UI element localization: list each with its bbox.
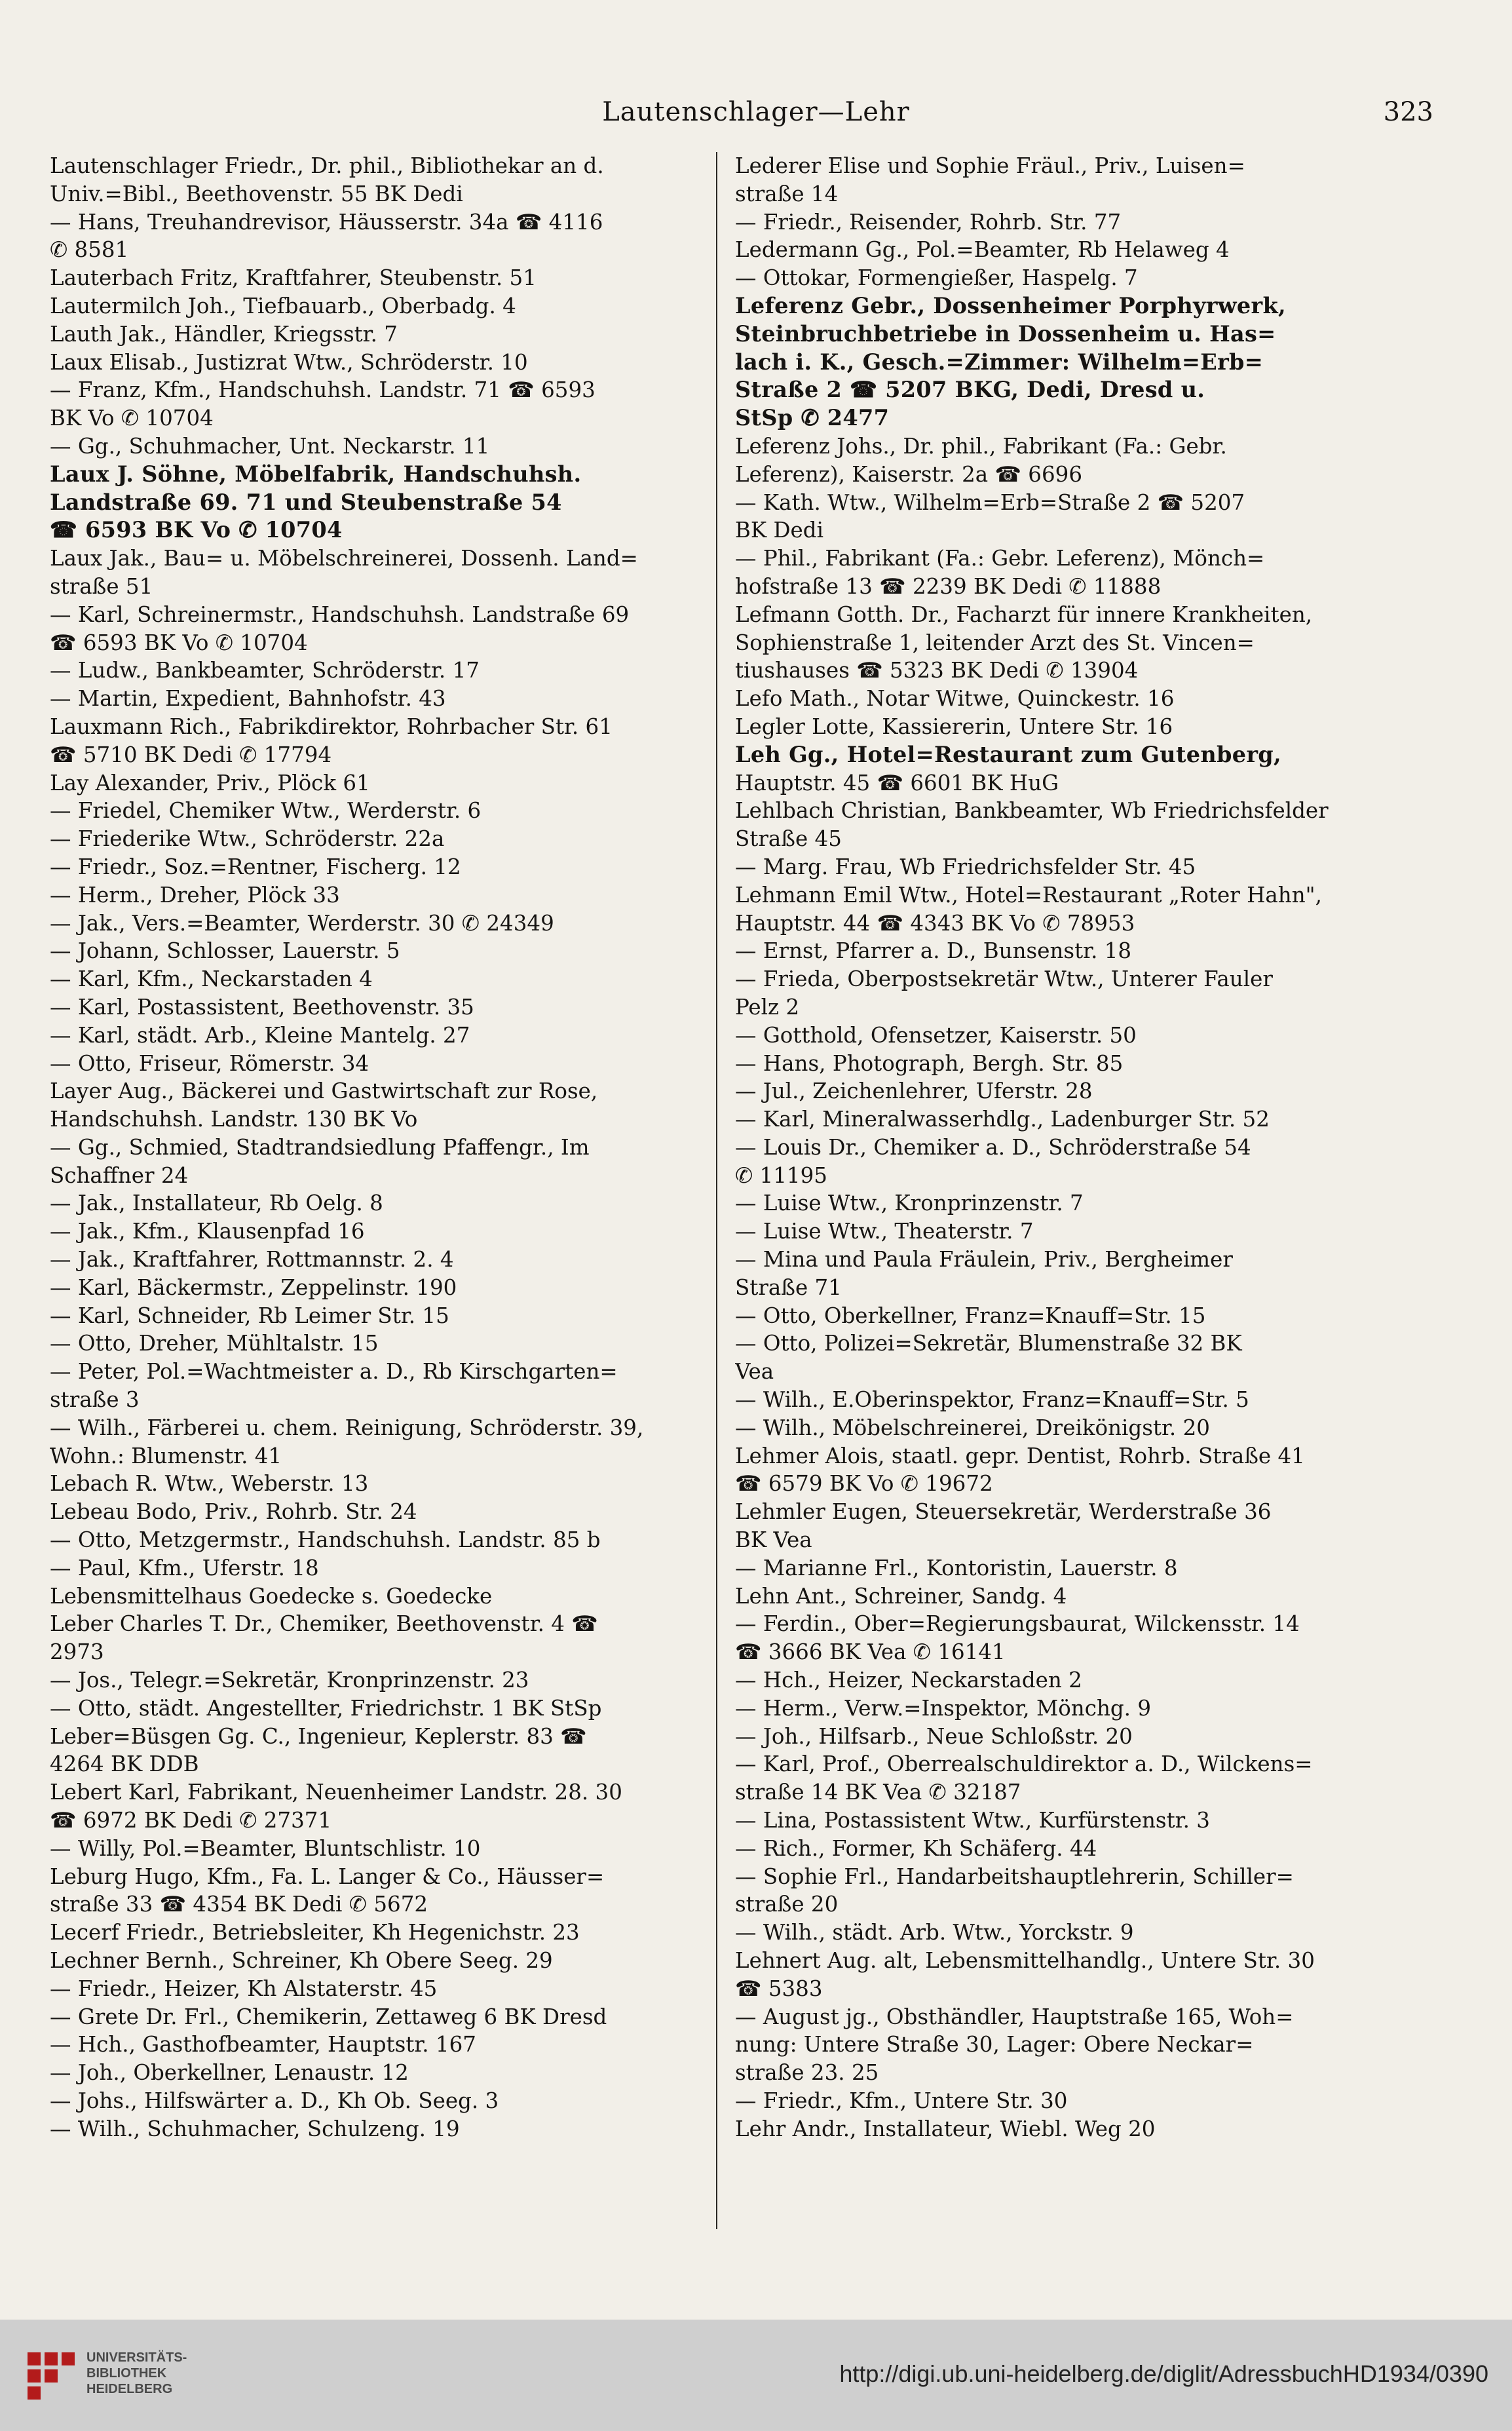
directory-entry-line: — Hch., Gasthofbeamter, Hauptstr. 167 [50,2032,476,2058]
directory-entry-line: — Friedr., Kfm., Untere Str. 30 [735,2088,1068,2113]
directory-entry-line: Lechner Bernh., Schreiner, Kh Obere Seeg. 29 [50,1948,553,1973]
directory-entry-line: — Gg., Schuhmacher, Unt. Neckarstr. 11 [50,433,490,459]
directory-entry-line: Laux J. Söhne, Möbelfabrik, Handschuhsh. [50,461,582,487]
directory-entry-line: — Friedr., Reisender, Rohrb. Str. 77 [735,209,1122,235]
right-column [735,152,1410,2143]
directory-entry-line: Vea [735,1359,774,1385]
directory-entry-line: — Wilh., E.Oberinspektor, Franz=Knauff=Str. 5 [735,1387,1249,1413]
directory-entry-line: — Franz, Kfm., Handschuhsh. Landstr. 71 ☎ 6593 [50,377,595,403]
directory-entry-line: — Joh., Oberkellner, Lenaustr. 12 [50,2060,409,2086]
directory-entry-line: ✆ 11195 [735,1162,827,1188]
directory-entry-line: — Friederike Wtw., Schröderstr. 22a [50,826,445,852]
directory-entry-line: Hauptstr. 44 ☎ 4343 BK Vo ✆ 78953 [735,910,1135,936]
directory-entry-line: Lauxmann Rich., Fabrikdirektor, Rohrbacher Str. 61 [50,714,613,739]
directory-entry-line: — Gotthold, Ofensetzer, Kaiserstr. 50 [735,1022,1137,1048]
directory-entry-line: Schaffner 24 [50,1162,189,1188]
directory-entry-line: Sophienstraße 1, leitender Arzt des St. Vincen= [735,630,1255,655]
directory-entry-line: Ledermann Gg., Pol.=Beamter, Rb Helaweg 4 [735,237,1230,263]
directory-entry-line: — Marianne Frl., Kontoristin, Lauerstr. 8 [735,1555,1178,1580]
directory-entry-line: Lehnert Aug. alt, Lebensmittelhandlg., Untere Str. 30 [735,1948,1315,1973]
directory-entry-line: — Karl, Postassistent, Beethovenstr. 35 [50,994,474,1020]
column-divider [716,152,717,2229]
directory-entry-line: Straße 45 [735,826,842,852]
directory-entry-line: Leburg Hugo, Kfm., Fa. L. Langer & Co., Häusser= [50,1864,605,1889]
directory-entry-line: — Hch., Heizer, Neckarstaden 2 [735,1668,1082,1693]
directory-entry-line: — Jak., Kraftfahrer, Rottmannstr. 2. 4 [50,1247,454,1273]
directory-entry-line: — Luise Wtw., Kronprinzenstr. 7 [735,1191,1084,1216]
directory-entry-line: Leh Gg., Hotel=Restaurant zum Gutenberg, [735,741,1281,767]
directory-entry-line: — Johann, Schlosser, Lauerstr. 5 [50,938,400,964]
directory-entry-line: Lebensmittelhaus Goedecke s. Goedecke [50,1583,493,1609]
directory-entry-line: Leferenz), Kaiserstr. 2a ☎ 6696 [735,461,1083,487]
directory-entry-line: — Grete Dr. Frl., Chemikerin, Zettaweg 6 BK Dresd [50,2004,607,2029]
directory-entry-line: Laux Elisab., Justizrat Wtw., Schröderstr. 10 [50,349,528,375]
directory-entry-line: Legler Lotte, Kassiererin, Untere Str. 16 [735,714,1173,739]
directory-entry-line: — Friedel, Chemiker Wtw., Werderstr. 6 [50,798,482,824]
directory-entry-line: — Otto, Friseur, Römerstr. 34 [50,1050,369,1076]
directory-entry-line: BK Vo ✆ 10704 [50,406,214,431]
directory-entry-line: Leber=Büsgen Gg. C., Ingenieur, Keplerstr. 83 ☎ [50,1723,587,1749]
directory-entry-line: straße 14 BK Vea ✆ 32187 [735,1780,1021,1805]
library-logo[interactable] [24,2346,207,2405]
directory-entry-line: — Jul., Zeichenlehrer, Uferstr. 28 [735,1079,1093,1104]
directory-entry-line: — Jos., Telegr.=Sekretär, Kronprinzenstr. 23 [50,1668,529,1693]
directory-entry-line: ☎ 5710 BK Dedi ✆ 17794 [50,742,332,767]
directory-entry-line: Handschuhsh. Landstr. 130 BK Vo [50,1107,418,1132]
directory-entry-line: — Otto, Metzgermstr., Handschuhsh. Landstr. 85 b [50,1527,601,1553]
directory-entry-line: — Joh., Hilfsarb., Neue Schloßstr. 20 [735,1723,1133,1749]
directory-entry-line: Wohn.: Blumenstr. 41 [50,1443,282,1468]
directory-entry-line: Steinbruchbetriebe in Dossenheim u. Has= [735,320,1276,347]
directory-entry-line: Lautermilch Joh., Tiefbauarb., Oberbadg. 4 [50,293,516,318]
directory-entry-line: Landstraße 69. 71 und Steubenstraße 54 [50,489,562,515]
directory-entry-line: Layer Aug., Bäckerei und Gastwirtschaft zur Rose, [50,1079,598,1104]
directory-entry-line: Hauptstr. 45 ☎ 6601 BK HuG [735,770,1059,795]
left-column [50,152,725,2143]
directory-entry-line: Lauth Jak., Händler, Kriegsstr. 7 [50,321,398,347]
directory-entry-line: 4264 BK DDB [50,1751,199,1777]
directory-entry-line: — Ottokar, Formengießer, Haspelg. 7 [735,265,1138,291]
directory-entry-line: ✆ 8581 [50,237,129,263]
directory-entry-line: — Ernst, Pfarrer a. D., Bunsenstr. 18 [735,938,1132,964]
directory-entry-line: 2973 [50,1639,104,1665]
directory-entry-line: — Ludw., Bankbeamter, Schröderstr. 17 [50,658,480,683]
directory-entry-line: Lautenschlager Friedr., Dr. phil., Bibliothekar an d. [50,153,604,178]
directory-entry-line: Lecerf Friedr., Betriebsleiter, Kh Hegenichstr. 23 [50,1920,580,1945]
directory-entry-line: — August jg., Obsthändler, Hauptstraße 165, Woh= [735,2004,1294,2029]
directory-entry-line: — Rich., Former, Kh Schäferg. 44 [735,1835,1097,1861]
directory-entry-line: — Wilh., städt. Arb. Wtw., Yorckstr. 9 [735,1920,1134,1945]
directory-entry-line: — Willy, Pol.=Beamter, Bluntschlistr. 10 [50,1835,481,1861]
directory-entry-line: BK Vea [735,1527,812,1553]
directory-entry-line: Lay Alexander, Priv., Plöck 61 [50,770,370,795]
directory-entry-line: Lebach R. Wtw., Weberstr. 13 [50,1471,369,1497]
directory-entry-line: — Otto, Dreher, Mühltalstr. 15 [50,1331,379,1356]
directory-entry-line: — Louis Dr., Chemiker a. D., Schröderstraße 54 [735,1134,1251,1160]
directory-entry-line: — Marg. Frau, Wb Friedrichsfelder Str. 45 [735,854,1196,879]
directory-entry-line: straße 51 [50,573,153,599]
directory-entry-line: straße 23. 25 [735,2060,879,2086]
directory-entry-line: — Sophie Frl., Handarbeitshauptlehrerin, Schiller= [735,1864,1294,1889]
directory-entry-line: — Herm., Dreher, Plöck 33 [50,882,340,908]
page-number: 323 [1383,97,1433,127]
directory-entry-line: ☎ 3666 BK Vea ✆ 16141 [735,1639,1006,1665]
directory-entry-line: — Mina und Paula Fräulein, Priv., Bergheimer [735,1247,1233,1273]
directory-entry-line: ☎ 6593 BK Vo ✆ 10704 [50,517,343,543]
directory-entry-line: ☎ 6579 BK Vo ✆ 19672 [735,1471,993,1497]
running-head: Lautenschlager—Lehr [602,97,910,127]
directory-entry-line: — Wilh., Färberei u. chem. Reinigung, Schröderstr. 39, [50,1415,644,1440]
directory-entry-line: — Friedr., Heizer, Kh Alstaterstr. 45 [50,1976,438,2001]
directory-entry-line: Lebeau Bodo, Priv., Rohrb. Str. 24 [50,1499,417,1525]
directory-entry-line: Lefmann Gotth. Dr., Facharzt für innere Krankheiten, [735,602,1313,627]
source-url-link[interactable]: http://digi.ub.uni-heidelberg.de/diglit/AdressbuchHD1934/0390 [839,2360,1488,2387]
directory-entry-line: ☎ 5383 [735,1976,823,2001]
directory-entry-line: Straße 2 ☎ 5207 BKG, Dedi, Dresd u. [735,377,1205,403]
directory-entry-line: lach i. K., Gesch.=Zimmer: Wilhelm=Erb= [735,349,1264,375]
directory-entry-line: — Wilh., Möbelschreinerei, Dreikönigstr. 20 [735,1415,1210,1440]
directory-entry-line: BK Dedi [735,518,823,543]
directory-entry-line: Lebert Karl, Fabrikant, Neuenheimer Landstr. 28. 30 [50,1780,622,1805]
directory-entry-line: — Jak., Installateur, Rb Oelg. 8 [50,1191,383,1216]
directory-entry-line: — Herm., Verw.=Inspektor, Mönchg. 9 [735,1695,1152,1721]
library-logo-icon [24,2348,79,2403]
directory-entry-line: Lehmann Emil Wtw., Hotel=Restaurant „Roter Hahn", [735,882,1322,908]
directory-entry-line: straße 33 ☎ 4354 BK Dedi ✆ 5672 [50,1892,428,1917]
directory-entry-line: Straße 71 [735,1274,842,1300]
directory-entry-line: — Frieda, Oberpostsekretär Wtw., Unterer Fauler [735,967,1273,992]
directory-entry-line: Leber Charles T. Dr., Chemiker, Beethovenstr. 4 ☎ [50,1611,598,1637]
library-name-line: HEIDELBERG [86,2382,173,2396]
directory-entry-line: straße 3 [50,1387,140,1413]
directory-entry-line: hofstraße 13 ☎ 2239 BK Dedi ✆ 11888 [735,573,1162,599]
directory-entry-line: Leferenz Johs., Dr. phil., Fabrikant (Fa.: Gebr. [735,433,1227,459]
directory-entry-line: ☎ 6593 BK Vo ✆ 10704 [50,630,308,655]
directory-entry-line: StSp ✆ 2477 [735,405,890,431]
directory-entry-line: Lehr Andr., Installateur, Wiebl. Weg 20 [735,2116,1156,2141]
directory-entry-line: Lauterbach Fritz, Kraftfahrer, Steubenstr. 51 [50,265,537,291]
directory-entry-line: — Hans, Photograph, Bergh. Str. 85 [735,1050,1124,1076]
directory-entry-line: — Karl, Schreinermstr., Handschuhsh. Landstraße 69 [50,602,630,627]
directory-entry-line: — Jak., Kfm., Klausenpfad 16 [50,1219,365,1244]
library-name [86,2350,187,2397]
directory-entry-line: — Karl, städt. Arb., Kleine Mantelg. 27 [50,1022,470,1048]
directory-entry-line: — Otto, städt. Angestellter, Friedrichstr. 1 BK StSp [50,1695,602,1721]
directory-entry-line: nung: Untere Straße 30, Lager: Obere Neckar= [735,2032,1254,2058]
library-name-line: BIBLIOTHEK [86,2366,167,2381]
directory-entry-line: ☎ 6972 BK Dedi ✆ 27371 [50,1808,332,1833]
library-name-line: UNIVERSITÄTS- [86,2350,187,2365]
page-header [39,97,1473,136]
directory-entry-line: — Martin, Expedient, Bahnhofstr. 43 [50,686,446,712]
directory-entry-line: straße 14 [735,181,839,206]
directory-entry-line: — Peter, Pol.=Wachtmeister a. D., Rb Kirschgarten= [50,1359,618,1385]
directory-entry-line: — Gg., Schmied, Stadtrandsiedlung Pfaffengr., Im [50,1134,590,1160]
directory-entry-line: — Wilh., Schuhmacher, Schulzeng. 19 [50,2116,460,2141]
directory-entry-line: — Hans, Treuhandrevisor, Häusserstr. 34a ☎ 4116 [50,209,603,235]
directory-entry-line: straße 20 [735,1892,839,1917]
directory-entry-line: Lehmer Alois, staatl. gepr. Dentist, Rohrb. Straße 41 [735,1443,1305,1468]
directory-entry-line: — Ferdin., Ober=Regierungsbaurat, Wilckensstr. 14 [735,1611,1300,1637]
directory-entry-line: — Karl, Prof., Oberrealschuldirektor a. D., Wilckens= [735,1751,1313,1777]
directory-entry-line: — Paul, Kfm., Uferstr. 18 [50,1555,319,1580]
directory-entry-line: Laux Jak., Bau= u. Möbelschreinerei, Dossenh. Land= [50,546,638,571]
directory-entry-line: — Karl, Kfm., Neckarstaden 4 [50,967,373,992]
footer-bar [0,2320,1512,2431]
directory-entry-line: — Karl, Mineralwasserhdlg., Ladenburger Str. 52 [735,1107,1270,1132]
directory-entry-line: Pelz 2 [735,994,800,1020]
directory-entry-line: — Lina, Postassistent Wtw., Kurfürstenstr. 3 [735,1808,1210,1833]
directory-entry-line: — Karl, Schneider, Rb Leimer Str. 15 [50,1303,449,1328]
directory-entry-line: — Kath. Wtw., Wilhelm=Erb=Straße 2 ☎ 5207 [735,489,1245,515]
directory-entry-line: — Johs., Hilfswärter a. D., Kh Ob. Seeg. 3 [50,2088,499,2113]
directory-entry-line: — Otto, Oberkellner, Franz=Knauff=Str. 15 [735,1303,1206,1328]
directory-entry-line: Lehn Ant., Schreiner, Sandg. 4 [735,1583,1067,1609]
directory-entry-line: Univ.=Bibl., Beethovenstr. 55 BK Dedi [50,181,463,206]
directory-entry-line: — Luise Wtw., Theaterstr. 7 [735,1219,1034,1244]
directory-entry-line: Leferenz Gebr., Dossenheimer Porphyrwerk, [735,292,1286,318]
directory-entry-line: tiushauses ☎ 5323 BK Dedi ✆ 13904 [735,658,1139,683]
directory-entry-line: Lederer Elise und Sophie Fräul., Priv., Luisen= [735,153,1245,178]
directory-entry-line: — Jak., Vers.=Beamter, Werderstr. 30 ✆ 24349 [50,910,554,936]
directory-entry-line: — Otto, Polizei=Sekretär, Blumenstraße 32 BK [735,1331,1242,1356]
directory-entry-line: — Phil., Fabrikant (Fa.: Gebr. Leferenz), Mönch= [735,546,1265,571]
directory-entry-line: Lehlbach Christian, Bankbeamter, Wb Friedrichsfelder [735,798,1329,824]
directory-entry-line: Lehmler Eugen, Steuersekretär, Werderstraße 36 [735,1499,1272,1525]
directory-entry-line: — Karl, Bäckermstr., Zeppelinstr. 190 [50,1274,457,1300]
directory-entry-line: — Friedr., Soz.=Rentner, Fischerg. 12 [50,854,461,879]
directory-entry-line: Lefo Math., Notar Witwe, Quinckestr. 16 [735,686,1175,712]
